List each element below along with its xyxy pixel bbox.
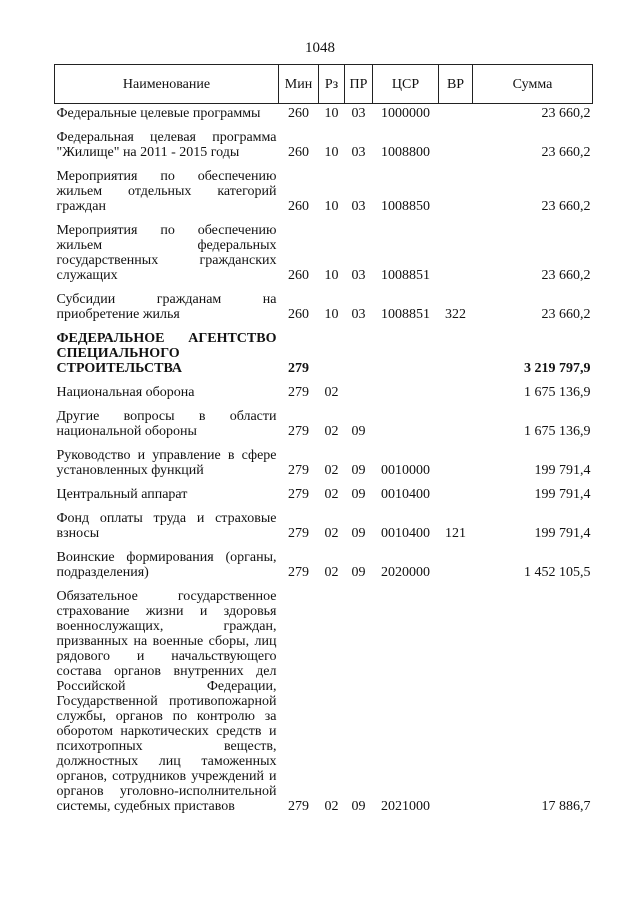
cell-min: 279 xyxy=(288,799,309,814)
cell-sum: 23 660,2 xyxy=(541,307,591,322)
cell-csr: 2020000 xyxy=(381,565,430,580)
cell-pr: 03 xyxy=(351,199,366,214)
cell-rz: 02 xyxy=(324,463,339,478)
cell-min: 260 xyxy=(288,268,309,283)
cell-csr xyxy=(373,404,439,443)
cell-rz xyxy=(319,326,345,380)
header-name: Наименование xyxy=(55,65,279,104)
cell-rz: 10 xyxy=(324,145,339,160)
cell-pr: 03 xyxy=(351,145,366,160)
cell-min: 279 xyxy=(288,526,309,541)
header-pr: ПР xyxy=(345,65,373,104)
cell-name: Мероприятия по обеспечению жильем федеральных государственных гражданских служащих xyxy=(56,223,277,283)
header-rz: Рз xyxy=(319,65,345,104)
cell-pr: 03 xyxy=(351,307,366,322)
cell-vr: 121 xyxy=(445,526,466,541)
cell-min: 279 xyxy=(288,487,309,502)
table-row xyxy=(55,104,593,126)
header-sum: Сумма xyxy=(473,65,593,104)
cell-name: ФЕДЕРАЛЬНОЕ АГЕНТСТВО СПЕЦИАЛЬНОГО СТРОИТЕЛЬСТВА xyxy=(56,331,277,376)
cell-vr xyxy=(439,404,473,443)
cell-vr xyxy=(439,443,473,482)
cell-rz: 02 xyxy=(324,424,339,439)
cell-vr xyxy=(439,326,473,380)
cell-min: 260 xyxy=(288,145,309,160)
cell-sum: 199 791,4 xyxy=(534,463,591,478)
cell-pr: 09 xyxy=(351,487,366,502)
cell-sum: 23 660,2 xyxy=(541,268,591,283)
cell-vr: 322 xyxy=(445,307,466,322)
cell-sum: 23 660,2 xyxy=(541,145,591,160)
cell-rz: 10 xyxy=(324,268,339,283)
table-row xyxy=(55,584,593,818)
table-header-row xyxy=(55,65,593,104)
cell-rz: 10 xyxy=(324,307,339,322)
cell-csr: 1008851 xyxy=(381,307,430,322)
table-row xyxy=(55,287,593,326)
cell-min: 279 xyxy=(288,463,309,478)
cell-pr: 03 xyxy=(351,106,366,121)
cell-pr: 09 xyxy=(351,799,366,814)
header-csr: ЦСР xyxy=(373,65,439,104)
cell-csr xyxy=(373,326,439,380)
cell-min: 279 xyxy=(288,565,309,580)
cell-min: 279 xyxy=(288,424,309,439)
page-number: 1048 xyxy=(305,40,335,56)
cell-sum: 1 675 136,9 xyxy=(524,424,591,439)
table-row xyxy=(55,545,593,584)
cell-csr: 0010000 xyxy=(381,463,430,478)
cell-rz: 02 xyxy=(324,487,339,502)
cell-rz: 02 xyxy=(324,799,339,814)
table-row xyxy=(55,443,593,482)
cell-vr xyxy=(439,482,473,506)
cell-name: Национальная оборона xyxy=(56,385,195,400)
budget-table xyxy=(54,64,593,818)
cell-min: 260 xyxy=(288,106,309,121)
cell-pr: 09 xyxy=(351,565,366,580)
cell-pr xyxy=(345,380,373,404)
cell-csr: 1008800 xyxy=(381,145,430,160)
cell-csr: 0010400 xyxy=(381,526,430,541)
table-row xyxy=(55,482,593,506)
cell-name: Центральный аппарат xyxy=(56,487,188,502)
cell-csr xyxy=(373,380,439,404)
table-row xyxy=(55,164,593,218)
cell-min: 279 xyxy=(288,385,309,400)
cell-name: Фонд оплаты труда и страховые взносы xyxy=(56,511,277,541)
table-row xyxy=(55,218,593,287)
cell-csr: 1008851 xyxy=(381,268,430,283)
cell-rz: 10 xyxy=(324,106,339,121)
cell-sum: 1 675 136,9 xyxy=(524,385,591,400)
cell-pr: 09 xyxy=(351,424,366,439)
cell-min: 279 xyxy=(288,361,309,376)
cell-name: Воинские формирования (органы, подразделения) xyxy=(56,550,277,580)
cell-sum: 199 791,4 xyxy=(534,487,591,502)
cell-vr xyxy=(439,164,473,218)
cell-pr: 03 xyxy=(351,268,366,283)
cell-vr xyxy=(439,218,473,287)
header-vr: ВР xyxy=(439,65,473,104)
cell-csr: 2021000 xyxy=(381,799,430,814)
cell-sum: 23 660,2 xyxy=(541,106,591,121)
table-row xyxy=(55,380,593,404)
cell-vr xyxy=(439,545,473,584)
cell-csr: 1008850 xyxy=(381,199,430,214)
table-row xyxy=(55,506,593,545)
cell-vr xyxy=(439,584,473,818)
cell-min: 260 xyxy=(288,307,309,322)
table-row xyxy=(55,125,593,164)
cell-name: Федеральные целевые программы xyxy=(56,106,261,121)
cell-sum: 1 452 105,5 xyxy=(524,565,591,580)
cell-sum: 3 219 797,9 xyxy=(524,361,591,376)
cell-name: Руководство и управление в сфере установленных функций xyxy=(56,448,277,478)
cell-name: Мероприятия по обеспечению жильем отдельных категорий граждан xyxy=(56,169,277,214)
cell-min: 260 xyxy=(288,199,309,214)
cell-name: Субсидии гражданам на приобретение жилья xyxy=(56,292,277,322)
cell-vr xyxy=(439,380,473,404)
cell-name: Другие вопросы в области национальной обороны xyxy=(56,409,277,439)
cell-rz: 02 xyxy=(324,526,339,541)
cell-pr: 09 xyxy=(351,463,366,478)
cell-rz: 02 xyxy=(324,385,339,400)
table-row xyxy=(55,326,593,380)
cell-pr: 09 xyxy=(351,526,366,541)
table-row xyxy=(55,404,593,443)
cell-name: Федеральная целевая программа "Жилище" на 2011 - 2015 годы xyxy=(56,130,277,160)
cell-vr xyxy=(439,125,473,164)
cell-sum: 199 791,4 xyxy=(534,526,591,541)
cell-name: Обязательное государственное страхование жизни и здоровья военнослужащих, граждан, призванных на военные сборы, лиц рядового и начальствующего состава органов внутренних дел Российской Федерации, Государственной противопожарной службы, органов по контролю за оборотом наркотических средств и психотропных веществ, должностных лиц таможенных органов, сотрудников учреждений и органов уголовно-исполнительной системы, судебных приставов xyxy=(56,589,277,814)
cell-pr xyxy=(345,326,373,380)
header-min: Мин xyxy=(279,65,319,104)
cell-vr xyxy=(439,104,473,126)
cell-rz: 10 xyxy=(324,199,339,214)
cell-rz: 02 xyxy=(324,565,339,580)
cell-csr: 0010400 xyxy=(381,487,430,502)
cell-sum: 17 886,7 xyxy=(541,799,591,814)
cell-csr: 1000000 xyxy=(381,106,430,121)
cell-sum: 23 660,2 xyxy=(541,199,591,214)
